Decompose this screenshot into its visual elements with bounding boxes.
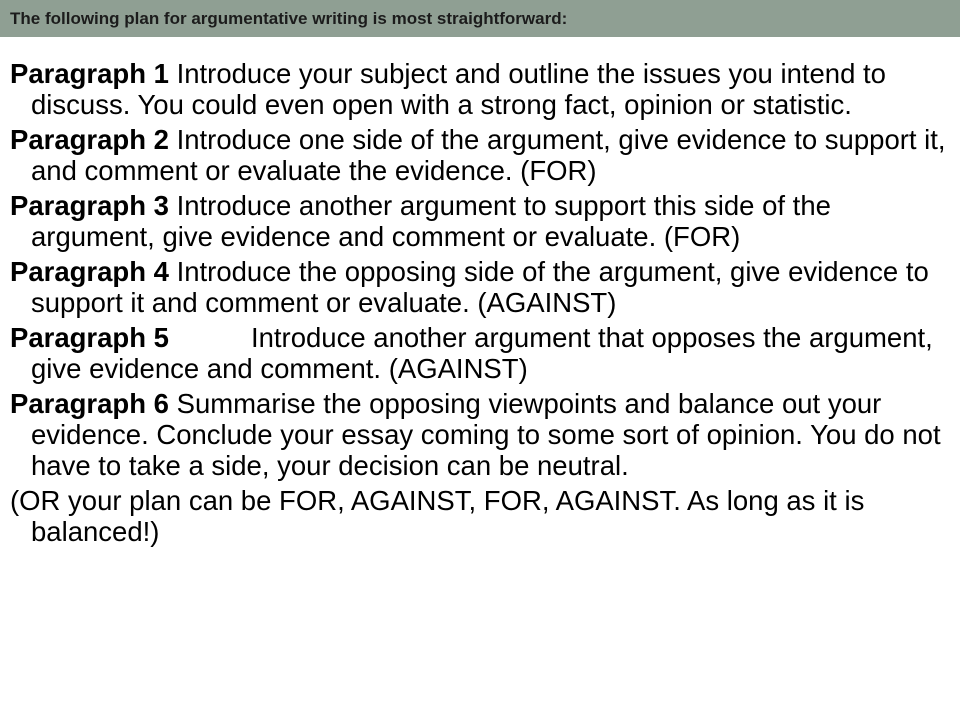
paragraph-1-label: Paragraph 1 (10, 58, 169, 89)
paragraph-4-item (0, 256, 960, 318)
slide-title-bar (0, 0, 960, 37)
paragraph-1-text: Introduce your subject and outline the issues you intend to discuss. You could even open with a strong fact, opinion or statistic. (31, 58, 886, 120)
paragraph-3-item (0, 190, 960, 252)
paragraph-6-item (0, 388, 960, 481)
paragraph-4-text: Introduce the opposing side of the argument, give evidence to support it and comment or evaluate. (AGAINST) (31, 256, 929, 318)
closing-note: (OR your plan can be FOR, AGAINST, FOR, AGAINST. As long as it is balanced!) (10, 485, 865, 547)
paragraph-5-label: Paragraph 5 (10, 322, 169, 353)
paragraph-2-item (0, 124, 960, 186)
paragraph-3-label: Paragraph 3 (10, 190, 169, 221)
paragraph-2-text: Introduce one side of the argument, give evidence to support it, and comment or evaluate the evidence. (FOR) (31, 124, 946, 186)
paragraph-4-label: Paragraph 4 (10, 256, 169, 287)
paragraph-1-item (0, 58, 960, 120)
slide-content (0, 58, 960, 551)
paragraph-3-text: Introduce another argument to support this side of the argument, give evidence and comment or evaluate. (FOR) (31, 190, 831, 252)
paragraph-5-text: Introduce another argument that opposes the argument, give evidence and comment. (AGAINST) (31, 322, 933, 384)
paragraph-6-label: Paragraph 6 (10, 388, 169, 419)
paragraph-2-label: Paragraph 2 (10, 124, 169, 155)
slide-title: The following plan for argumentative writing is most straightforward: (10, 8, 568, 28)
paragraph-5-item (0, 322, 960, 384)
paragraph-6-text: Summarise the opposing viewpoints and balance out your evidence. Conclude your essay coming to some sort of opinion. You do not have to take a side, your decision can be neutral. (31, 388, 941, 481)
